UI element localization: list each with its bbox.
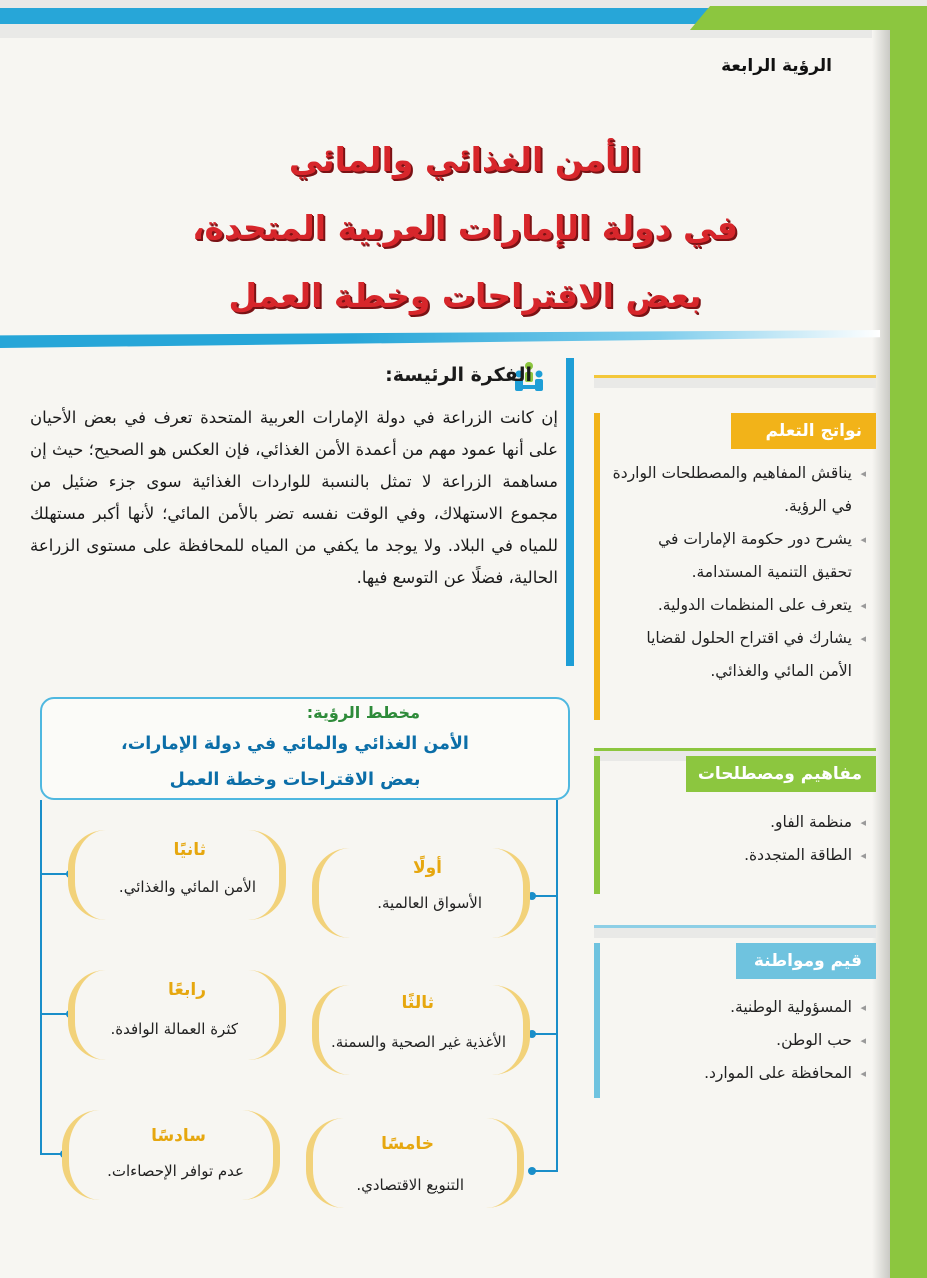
list-item: ◂ يشارك في اقتراح الحلول لقضايا (606, 622, 866, 655)
outline-node-6 (62, 1110, 280, 1202)
values-list (606, 991, 866, 1090)
main-idea-heading: الفكرة الرئيسة: (385, 364, 532, 386)
node-text: التنويع الاقتصادي. (356, 1176, 464, 1194)
outline-node-4 (68, 970, 286, 1062)
node-text: كثرة العمالة الوافدة. (110, 1020, 238, 1038)
unit-label: الرؤية الرابعة (721, 56, 832, 76)
outline-node-5 (306, 1118, 524, 1210)
learning-outcomes-box (594, 375, 876, 720)
list-item: ◂ الطاقة المتجددة. (606, 839, 866, 872)
page-title-line-1: الأمن الغذائي والمائي (288, 140, 642, 179)
node-label: ثالثًا (401, 993, 434, 1013)
concepts-list (606, 806, 866, 872)
title-underline (0, 330, 880, 348)
list-item-continued: تحقيق التنمية المستدامة. (691, 563, 852, 581)
outline-heading: مخطط الرؤية: (306, 703, 420, 722)
list-item: ◂ يناقش المفاهيم والمصطلحات الواردة (606, 457, 866, 490)
connector-dot (528, 1167, 536, 1175)
node-text: الأغذية غير الصحية والسمنة. (331, 1033, 506, 1051)
main-idea-bar (566, 358, 574, 666)
outline-title-line-1: الأمن الغذائي والمائي في دولة الإمارات، (121, 734, 469, 754)
node-label: سادسًا (151, 1126, 206, 1146)
node-bracket (62, 1110, 280, 1200)
top-stripe-accent (690, 6, 927, 30)
concepts-box (594, 748, 876, 898)
page-title-line-2: في دولة الإمارات العربية المتحدة، (191, 208, 739, 247)
node-label: رابعًا (168, 980, 206, 1000)
node-label: خامسًا (381, 1134, 434, 1154)
box-side-bar (594, 756, 600, 894)
list-item: ◂ المسؤولية الوطنية. (606, 991, 866, 1024)
box-side-bar (594, 413, 600, 720)
node-text: عدم توافر الإحصاءات. (107, 1162, 244, 1180)
list-item: ◂ حب الوطن. (606, 1024, 866, 1057)
main-idea-text: إن كانت الزراعة في دولة الإمارات العربية المتحدة تعرف في بعض الأحيان على أنها عمود مهم من أعمدة الأمن الغذائي، فإن العكس هو الصحيح؛ حيث إن مساهمة الزراعة لا تمثل بالنسبة للواردات الغذائية سوى جزء ضئيل من مجموع الاستهلاك، وفي الوقت نفسه تضر بالأمن المائي؛ لأنها أكبر مستهلك للمياه في البلاد. ولا يوجد ما يكفي من المياه للمحافظة على مستوى الزراعة الحالية، فضلًا عن التوسع فيها. (30, 408, 558, 587)
values-header: قيم ومواطنة (736, 943, 876, 979)
outline-node-1 (312, 848, 530, 940)
outline-node-3 (312, 985, 530, 1077)
box-top-line (594, 375, 876, 388)
box-top-line (594, 925, 876, 938)
node-text: الأمن المائي والغذائي. (118, 878, 256, 896)
outline-title-line-2: بعض الاقتراحات وخطة العمل (169, 770, 421, 790)
list-item: ◂ يشرح دور حكومة الإمارات في (606, 523, 866, 556)
concepts-header: مفاهيم ومصطلحات (686, 756, 876, 792)
node-bracket (306, 1118, 524, 1208)
learning-outcomes-list (606, 457, 866, 688)
learning-outcomes-header: نواتج التعلم (731, 413, 876, 449)
outline-connector-left (40, 800, 42, 1155)
node-label: ثانيًا (173, 840, 206, 860)
node-label: أولًا (412, 858, 442, 878)
list-item: ◂ المحافظة على الموارد. (606, 1057, 866, 1090)
values-box (594, 925, 876, 1100)
list-item: ◂ يتعرف على المنظمات الدولية. (606, 589, 866, 622)
outline-connector-right (556, 800, 558, 1172)
box-side-bar (594, 943, 600, 1098)
outline-node-2 (68, 830, 286, 922)
page-title-line-3: بعض الاقتراحات وخطة العمل (228, 276, 702, 315)
page-edge-accent (890, 30, 927, 1278)
list-item-continued: الأمن المائي والغذائي. (710, 662, 852, 680)
top-stripe (0, 8, 720, 24)
list-item-continued: في الرؤية. (784, 497, 852, 515)
node-text: الأسواق العالمية. (377, 894, 482, 912)
list-item: ◂ منظمة الفاو. (606, 806, 866, 839)
